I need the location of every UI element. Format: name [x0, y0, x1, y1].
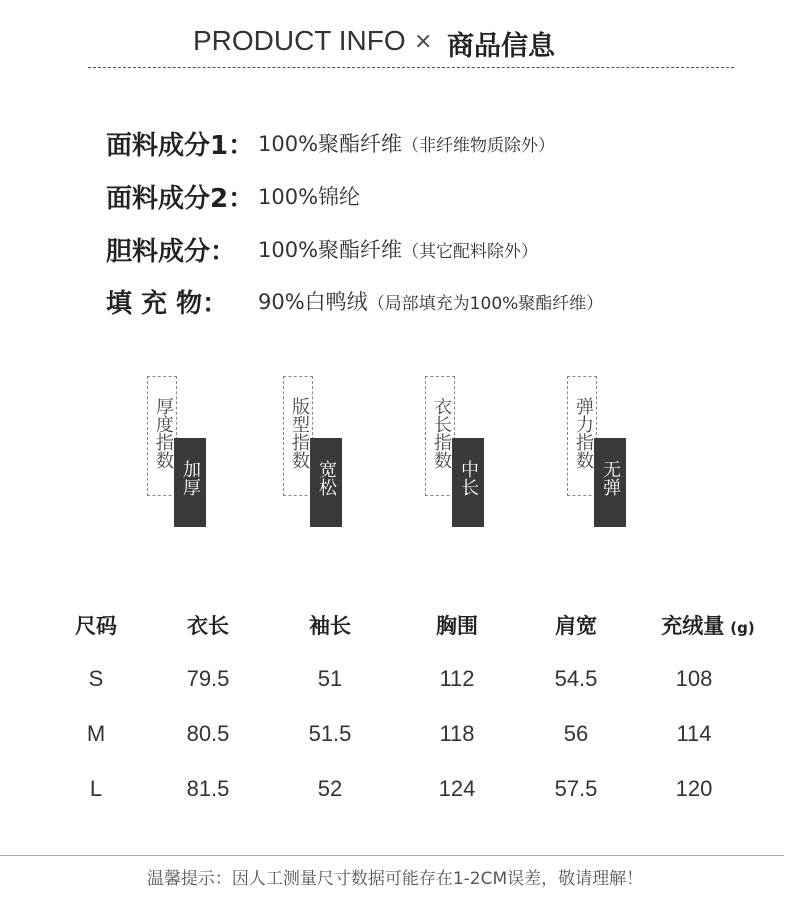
table-cell: 114	[676, 721, 712, 746]
table-row	[0, 666, 790, 706]
down-fill-unit: (g)	[730, 619, 755, 637]
table-row	[0, 776, 790, 816]
column-header-chest: 胸围	[436, 614, 478, 638]
table-cell: 57.5	[554, 776, 598, 801]
column-header-size: 尺码	[75, 614, 117, 638]
product-indices	[0, 376, 790, 536]
index-value-box	[174, 438, 206, 527]
table-cell: L	[89, 776, 103, 801]
composition-label: 面料成分2：	[106, 184, 255, 214]
index-label-box	[425, 376, 455, 496]
footer-note: 温馨提示：因人工测量尺寸数据可能存在1-2CM误差，敬请理解！	[146, 869, 644, 889]
column-header-down-fill: 充绒量 (g)	[661, 614, 755, 638]
composition-row-fabric-1	[106, 125, 746, 165]
composition-label: 胆料成分：	[106, 237, 237, 267]
composition-label: 面料成分1：	[106, 131, 255, 161]
table-cell: 79.5	[186, 666, 230, 691]
composition-row-lining	[106, 231, 746, 271]
table-cell: 124	[438, 776, 476, 801]
composition-value: 100%聚酯纤维（非纤维物质除外）	[258, 132, 556, 156]
index-thickness	[147, 376, 211, 528]
index-value: 宽松	[316, 460, 337, 496]
index-label-box	[283, 376, 313, 496]
table-cell: S	[88, 666, 104, 691]
header-separator: ×	[414, 29, 433, 54]
index-value-box	[310, 438, 342, 527]
index-label: 厚度指数	[153, 397, 174, 469]
index-label: 弹力指数	[573, 397, 594, 469]
index-length	[425, 376, 489, 528]
index-value: 中长	[458, 460, 479, 496]
composition-value: 100%聚酯纤维（其它配料除外）	[258, 238, 539, 262]
table-cell: 51.5	[308, 721, 352, 746]
header-title-cn: 商品信息	[447, 31, 555, 62]
table-cell: 54.5	[554, 666, 598, 691]
index-fit	[283, 376, 347, 528]
table-cell: 108	[675, 666, 713, 691]
index-value: 无弹	[600, 460, 621, 496]
index-label: 版型指数	[289, 397, 310, 469]
index-elasticity	[567, 376, 631, 528]
column-header-length: 衣长	[187, 614, 229, 638]
composition-note: （其它配料除外）	[402, 242, 539, 262]
index-value: 加厚	[180, 460, 201, 496]
table-row	[0, 721, 790, 761]
column-header-sleeve: 袖长	[309, 614, 351, 638]
composition-value: 100%锦纶	[258, 185, 361, 209]
table-cell: 52	[317, 776, 343, 801]
index-label-box	[147, 376, 177, 496]
table-cell: 51	[317, 666, 343, 691]
composition-note: （非纤维物质除外）	[402, 136, 556, 156]
index-value-box	[594, 438, 626, 527]
index-value-box	[452, 438, 484, 527]
composition-row-fabric-2	[106, 178, 746, 218]
table-cell: 56	[563, 721, 589, 746]
column-header-shoulder: 肩宽	[555, 614, 597, 638]
composition-row-filling	[106, 283, 746, 323]
composition-label: 填 充 物：	[106, 289, 229, 319]
table-cell: 118	[439, 721, 475, 746]
table-cell: 112	[439, 666, 475, 691]
table-cell: M	[86, 721, 106, 746]
size-table-header	[0, 610, 790, 650]
table-cell: 120	[675, 776, 713, 801]
table-cell: 80.5	[186, 721, 230, 746]
index-label-box	[567, 376, 597, 496]
composition-note: （局部填充为100%聚酯纤维）	[367, 294, 604, 314]
header-divider	[88, 67, 734, 68]
page-header	[0, 22, 790, 62]
composition-value: 90%白鸭绒（局部填充为100%聚酯纤维）	[258, 290, 604, 314]
header-title-en: PRODUCT INFO	[193, 25, 406, 56]
footer-divider	[0, 855, 784, 856]
table-cell: 81.5	[186, 776, 230, 801]
index-label: 衣长指数	[431, 397, 452, 469]
